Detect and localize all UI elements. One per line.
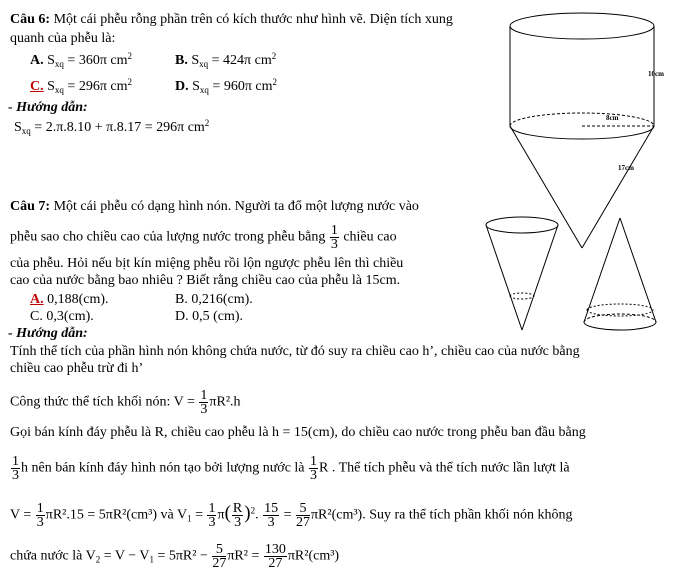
cone2-right-edge: [620, 218, 656, 322]
q7-guide-line-4: Gọi bán kính đáy phễu là R, chiều cao phễu là h = 15(cm), do chiều cao nước trong phễu ban đầu bằng: [10, 425, 586, 440]
slant-label: 17cm: [618, 164, 634, 172]
cone2-base-back: [584, 314, 656, 322]
q7-guide-line-6: V = $\frac{1}{3}$ πR².15 = 5πR²(cm³) và $V_1$ = $\frac{1}{3}$ π( $\frac{R}{3}$ )$^2$. $\frac{15}{3}$ = $\frac{5}{27}$ πR²(cm³). Suy ra thể tích phần khối nón không: [10, 501, 573, 530]
q7-guide-line-7: chứa nước là $V_2 = V - V_1 = 5\pi R^2$ − $\frac{5}{27}$ πR² = $\frac{130}{27}$ πR²(cm³): [10, 542, 340, 571]
q6-option-d: D. $S_{xq} = 960\pi$ $cm^2$: [175, 77, 277, 95]
cone2-water-line: [587, 310, 653, 316]
q6-text-2: quanh của phễu là:: [10, 31, 116, 46]
cone1-left-edge: [486, 225, 522, 330]
q6-option-a: A. $S_{xq} = 360\pi$ $cm^2$: [30, 51, 132, 69]
q7-volume-formula: Công thức thể tích khối nón: V = $\frac{1}{3}$ πR².h: [10, 388, 241, 417]
cone1-top-ellipse: [486, 217, 558, 233]
radius-label: 8cm: [606, 114, 619, 122]
q7-guide-line-5: $\frac{1}{3}$ h nên bán kính đáy hình nón tạo bởi lượng nước là $\frac{1}{3}$ R . Thể tích phễu và thể tích nước lần lượt là: [12, 454, 570, 483]
cone2-left-edge: [584, 218, 620, 322]
cone1-water-line: [510, 296, 534, 299]
cones-figure: [478, 210, 668, 342]
q6-guide-heading: - Hướng dẫn:: [8, 100, 88, 115]
q7-option-b: B. 0,216(cm).: [175, 292, 253, 307]
q7-guide-heading: - Hướng dẫn:: [8, 326, 88, 341]
q6-option-c: C. $S_{xq} = 296\pi$ $cm^2$: [30, 77, 132, 95]
cone1-right-edge: [522, 225, 558, 330]
q7-text-3: của phễu. Hỏi nếu bịt kín miệng phễu rồi lộn ngược phễu lên thì chiều: [10, 256, 404, 271]
q7-text-4: cao của nước bằng bao nhiêu ? Biết rằng chiều cao của phễu là 15cm.: [10, 273, 401, 288]
q6-correct-answer: C.: [30, 79, 44, 94]
q6-line-1: [10, 12, 453, 28]
q7-option-c: C. 0,3(cm).: [30, 309, 94, 324]
cylinder-bottom-back: [510, 113, 654, 126]
q7-option-d: D. 0,5 (cm).: [175, 309, 244, 324]
q7-line-2: phễu sao cho chiều cao của lượng nước trong phễu bằng $\frac{1}{3}$ chiều cao: [10, 223, 397, 252]
q6-solution: $S_{xq} = 2.\pi.8.10 + \pi.8.17 = 296\pi$ $cm^2$: [14, 118, 210, 136]
q7-option-a: A. 0,188(cm).: [30, 292, 109, 307]
q6-option-b: B. $S_{xq} = 424\pi$ $cm^2$: [175, 51, 277, 69]
q7-correct-answer: A.: [30, 292, 44, 307]
q6-title: Câu 6:: [10, 12, 51, 27]
q7-guide-line-2: chiều cao phễu trừ đi h’: [10, 361, 144, 376]
cylinder-top-ellipse: [510, 13, 654, 39]
q7-line-1: Câu 7: Một cái phễu có dạng hình nón. Người ta đổ một lượng nước vào: [10, 199, 419, 214]
height-label: 10cm: [648, 70, 664, 78]
cylinder-bottom-front: [510, 126, 654, 139]
q7-title: Câu 7:: [10, 199, 51, 214]
q6-text-1: Một cái phễu rỗng phần trên có kích thước như hình vẽ. Diện tích xung: [50, 12, 453, 27]
q7-guide-line-1: Tính thể tích của phần hình nón không chứa nước, từ đó suy ra chiều cao h’, chiều cao của nước bằng: [10, 344, 580, 359]
cone2-base-front: [584, 322, 656, 330]
